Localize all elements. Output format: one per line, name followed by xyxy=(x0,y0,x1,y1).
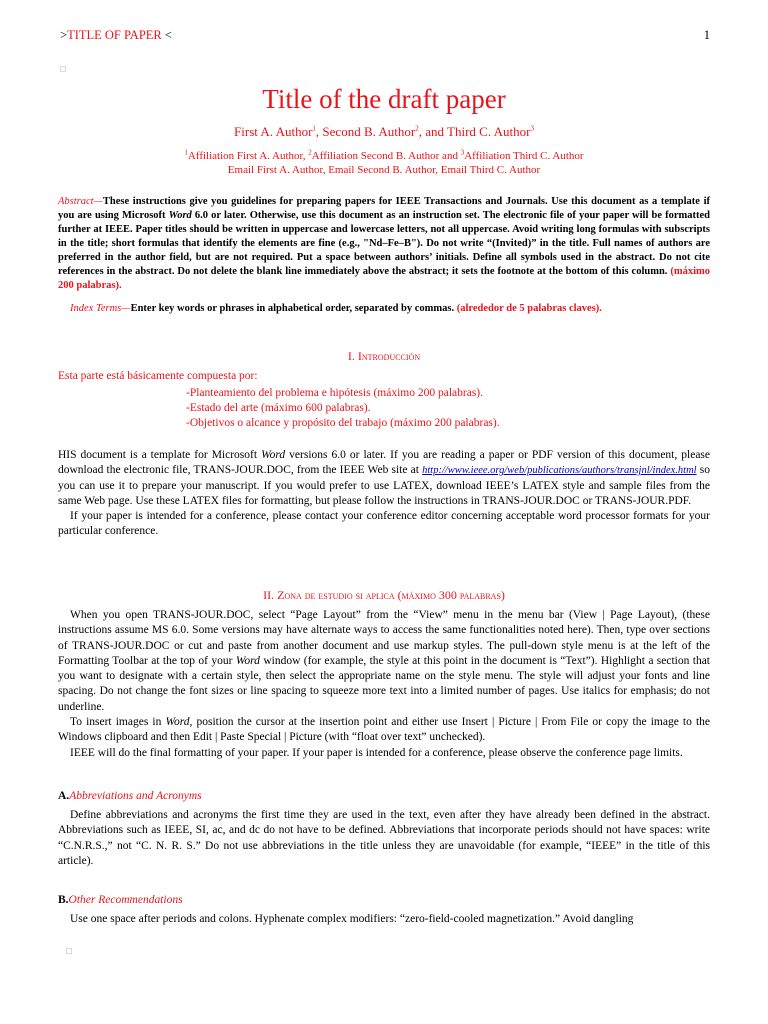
para-text: When you open TRANS-JOUR.DOC, select “Page Layout” from the “View” menu in the menu bar (View | Page Layout), (these instructions assume MS 6.0. Some versions may have alternate ways to access the same functionalities noted here). Then, type over sections of TRANS-JOUR.DOC or cut and paste from another document and use markup styles. The pull-down style menu is at the left of the Formatting Toolbar at the top of your xyxy=(58,609,710,667)
intro-bullet-list xyxy=(186,386,500,431)
paragraph: IEEE will do the final formatting of your paper. If your paper is intended for a conference, please observe the conference page limits. xyxy=(70,746,683,759)
para-text: window (for example, the style at this point in the document is “Text”). Highlight a section that you want to designate with a certain style, then select the appropriate name on the style menu. The style will adjust your fonts and line spacing. Do not change the font sizes or line spacing to squeeze more text into a limited number of pages. Use italics for emphasis; do not underline. xyxy=(58,654,710,713)
affil-3: Affiliation Third C. Author xyxy=(464,150,584,162)
para-text: position the cursor at the insertion point and either use Insert | Picture | From File or copy the image to the Windows clipboard and then Edit | Paste Special | Picture (with “float over text” unchecked). xyxy=(58,716,710,744)
ieee-link[interactable]: http://www.ieee.org/web/publications/authors/transjnl/index.html xyxy=(422,465,697,477)
index-terms xyxy=(58,303,710,314)
author-line xyxy=(0,124,768,140)
abstract-note: (máximo 200 palabras). xyxy=(58,266,710,291)
affiliation-line xyxy=(0,150,768,162)
page-number: 1 xyxy=(703,28,710,42)
subsection-letter: B. xyxy=(58,894,69,906)
author-3-sup: 3 xyxy=(530,124,534,133)
author-2: , Second B. Author xyxy=(315,124,416,139)
subsection-b-body xyxy=(58,912,710,927)
list-item: -Estado del arte (máximo 600 palabras). xyxy=(186,402,371,414)
paragraph xyxy=(58,715,710,746)
author-3: , and Third C. Author xyxy=(418,124,531,139)
header-prefix: > xyxy=(60,28,68,42)
author-2-sup: 2 xyxy=(415,124,419,133)
index-terms-text: Enter key words or phrases in alphabetical order, separated by commas. xyxy=(130,303,457,314)
section-2-heading: II. Zona de estudio si aplica (máximo 300 palabras) xyxy=(263,588,505,602)
abstract xyxy=(58,195,710,293)
list-item: -Planteamiento del problema e hipótesis (máximo 200 palabras). xyxy=(186,387,484,399)
para-word: Word, xyxy=(165,716,193,729)
affil-1-sup: 1 xyxy=(184,148,188,157)
affil-2: Affiliation Second B. Author and xyxy=(311,150,461,162)
subsection-letter: A. xyxy=(58,790,70,802)
list-item: -Objetivos o alcance y propósito del trabajo (máximo 200 palabras). xyxy=(186,417,500,429)
abstract-lead: Abstract— xyxy=(58,196,103,207)
para-word: Word xyxy=(235,654,260,667)
index-terms-lead: Index Terms— xyxy=(70,303,131,314)
paragraph: Use one space after periods and colons. Hyphenate complex modifiers: “zero-field-cooled magnetization.” Avoid dangling xyxy=(70,913,634,925)
author-1-sup: 1 xyxy=(312,124,316,133)
anchor-marker-icon xyxy=(60,66,66,72)
subsection-title: Other Recommendations xyxy=(68,894,183,906)
paragraph: If your paper is intended for a conference, please contact your conference editor concerning acceptable word processor formats for your particular conference. xyxy=(58,510,710,538)
affil-1: Affiliation First A. Author, xyxy=(187,150,309,162)
author-1: First A. Author xyxy=(234,124,313,139)
header-title: TITLE OF PAPER xyxy=(67,28,162,42)
affil-3-sup: 3 xyxy=(460,148,465,157)
running-header xyxy=(60,28,710,44)
para-text: versions 6.0 or later. If you are reading a paper or PDF version of this document, please download the electronic file, TRANS-JOUR.DOC, from the IEEE Web site at xyxy=(58,449,710,477)
paragraph: Define abbreviations and acronyms the first time they are used in the text, even after they have already been defined in the abstract. Abbreviations such as IEEE, SI, ac, and dc do not have to be defined. Abbreviations that incorporate periods should not have spaces: write “C.N.R.S.,” not “C. N. R. S.” Do not use abbreviations in the title unless they are unavoidable (for example, “IEEE” in the title of this article). xyxy=(58,809,710,867)
abstract-word: Word xyxy=(168,210,192,221)
paper-title: Title of the draft paper xyxy=(262,84,506,114)
abstract-text-1: These instructions give you guidelines for preparing papers for IEEE Transactions and Journals. Use this document as a template if you are using Microsoft xyxy=(58,196,710,221)
para-text: so you can use it to prepare your manuscript. If you would prefer to use LATEX, download IEEE’s LATEX style and sample files from the same Web page. Use these LATEX files for formatting, but please follow the instructions in TRANS-JOUR.DOC or TRANS-JOUR.PDF. xyxy=(58,464,710,507)
para-text: To insert images in xyxy=(70,716,166,729)
subsection-title: Abbreviations and Acronyms xyxy=(69,790,202,802)
section-2-body xyxy=(58,608,710,761)
intro-note: Esta parte está básicamente compuesta por: xyxy=(58,370,258,382)
paragraph xyxy=(58,448,710,509)
affil-2-sup: 2 xyxy=(308,148,312,157)
abstract-text-2: 6.0 or later. Otherwise, use this document as an instruction set. The electronic file of your paper will be formatted further at IEEE. Paper titles should be written in uppercase and lowercase letters, not all uppercase. Avoid writing long formulas with subscripts in the title; short formulas that identify the elements are fine (e.g., "Nd–Fe–B"). Do not write “(Invited)” in the title. Full names of authors are preferred in the author field, but are not required. Put a space between authors’ initials. Define all symbols used in the abstract. Do not cite references in the abstract. Do not delete the blank line immediately above the abstract; it sets the footnote at the bottom of this column. xyxy=(58,210,710,277)
subsection-b-heading xyxy=(58,894,183,906)
header-suffix: < xyxy=(161,28,172,42)
index-terms-note: (alrededor de 5 palabras claves). xyxy=(456,303,602,314)
subsection-a-heading xyxy=(58,790,202,802)
paragraph xyxy=(58,608,710,715)
anchor-marker-icon xyxy=(66,948,72,954)
section-1-heading: I. Introducción xyxy=(347,349,421,363)
email-line: Email First A. Author, Email Second B. Author, Email Third C. Author xyxy=(227,164,541,176)
para-text: HIS document is a template for Microsoft xyxy=(58,449,262,461)
para-word: Word xyxy=(261,449,286,461)
section-1-body xyxy=(58,448,710,540)
subsection-a-body xyxy=(58,808,710,869)
